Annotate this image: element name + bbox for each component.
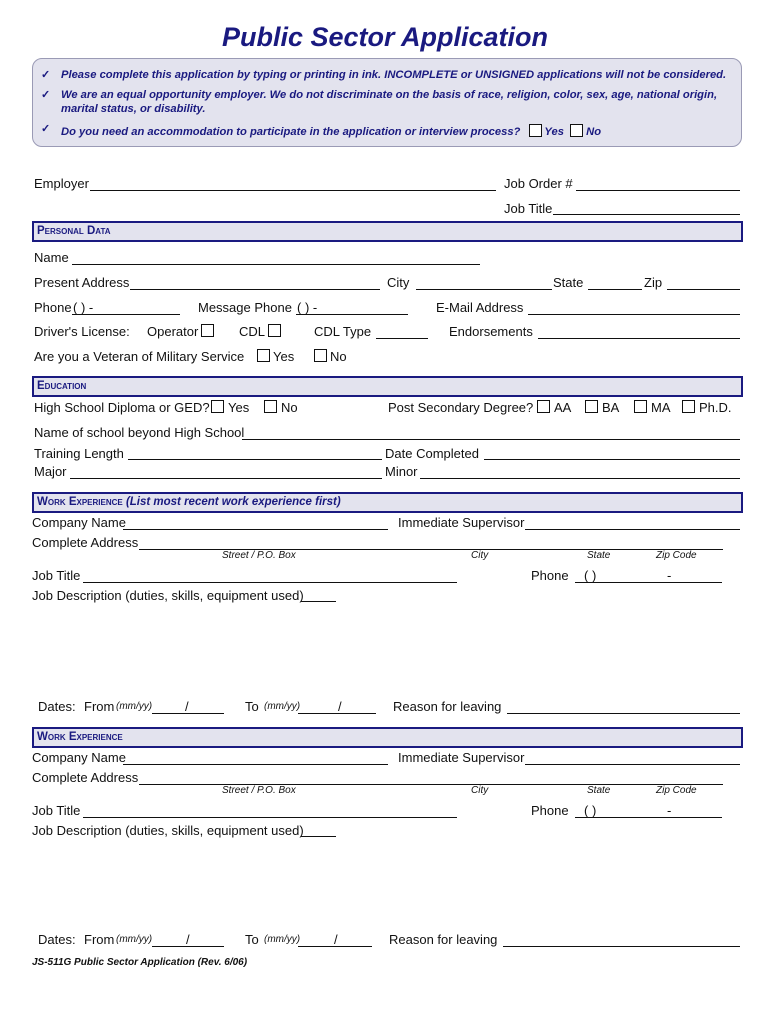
zip-hint: Zip Code xyxy=(656,785,697,796)
minor-label: Minor xyxy=(385,464,418,479)
zip-hint: Zip Code xyxy=(656,550,697,561)
operator-label: Operator xyxy=(147,324,199,339)
accommodation-yes-checkbox[interactable] xyxy=(529,124,542,137)
work-section-title: Work Experience xyxy=(37,496,123,508)
check-icon: ✓ xyxy=(41,89,51,101)
from-mmyy: (mm/yy) xyxy=(116,701,153,712)
hs-diploma-label: High School Diploma or GED? xyxy=(34,400,210,415)
to-slash: / xyxy=(334,932,338,947)
company-name-field[interactable] xyxy=(123,764,388,765)
company-name-label: Company Name xyxy=(32,515,126,530)
employer-field[interactable] xyxy=(90,190,496,191)
major-field[interactable] xyxy=(70,478,382,479)
veteran-no-checkbox[interactable] xyxy=(314,349,327,362)
from-slash: / xyxy=(185,699,189,714)
city-field[interactable] xyxy=(416,289,552,290)
complete-address-label: Complete Address xyxy=(32,770,139,785)
message-phone-label: Message Phone xyxy=(198,300,292,315)
dates-label: Dates: xyxy=(38,932,76,947)
name-label: Name xyxy=(34,250,69,265)
job-title-field[interactable] xyxy=(83,582,457,583)
phone-format: ( ) - xyxy=(73,300,94,315)
email-field[interactable] xyxy=(528,314,740,315)
reason-label: Reason for leaving xyxy=(389,932,498,947)
date-completed-label: Date Completed xyxy=(385,446,479,461)
from-label: From xyxy=(84,699,115,714)
to-mmyy: (mm/yy) xyxy=(264,701,301,712)
job-order-field[interactable] xyxy=(576,190,740,191)
to-mmyy: (mm/yy) xyxy=(264,934,301,945)
cdl-label: CDL xyxy=(239,324,266,339)
cdl-type-field[interactable] xyxy=(376,338,428,339)
employer-label: Employer xyxy=(34,176,89,191)
to-label: To xyxy=(245,932,259,947)
email-label: E-Mail Address xyxy=(436,300,524,315)
endorsements-label: Endorsements xyxy=(449,324,533,339)
state-hint: State xyxy=(587,785,611,796)
veteran-label: Are you a Veteran of Military Service xyxy=(34,349,245,364)
training-length-label: Training Length xyxy=(34,446,124,461)
job-description-label: Job Description (duties, skills, equipment used) xyxy=(32,823,304,838)
notice-text: We are an equal opportunity employer. We do not discriminate on the basis of race, religion, color, sex, age, national origin, marital status, or disability. xyxy=(61,89,718,115)
hs-yes-checkbox[interactable] xyxy=(211,400,224,413)
job-title-label: Job Title xyxy=(504,201,553,216)
phone-dash: - xyxy=(667,568,672,583)
supervisor-label: Immediate Supervisor xyxy=(398,750,525,765)
to-slash: / xyxy=(338,699,342,714)
job-title-label: Job Title xyxy=(32,568,81,583)
zip-label: Zip xyxy=(644,275,663,290)
notice-text: Do you need an accommodation to participate in the application or interview process? xyxy=(61,126,521,138)
to-date-field[interactable] xyxy=(298,713,376,714)
from-label: From xyxy=(84,932,115,947)
phone-dash: - xyxy=(667,803,672,818)
drivers-license-label: Driver's License: xyxy=(34,324,130,339)
phone-field[interactable] xyxy=(72,314,180,315)
post-secondary-label: Post Secondary Degree? xyxy=(388,400,534,415)
section-education: Education xyxy=(32,376,743,397)
accommodation-no-checkbox[interactable] xyxy=(570,124,583,137)
message-phone-format: ( ) - xyxy=(297,300,318,315)
training-length-field[interactable] xyxy=(128,459,382,460)
hs-no-checkbox[interactable] xyxy=(264,400,277,413)
veteran-yes-label: Yes xyxy=(273,349,295,364)
name-field[interactable] xyxy=(72,264,480,265)
message-phone-field[interactable] xyxy=(296,314,408,315)
date-completed-field[interactable] xyxy=(484,459,740,460)
notice-box xyxy=(32,58,742,147)
section-work-experience-1 xyxy=(32,492,743,513)
school-beyond-field[interactable] xyxy=(242,439,740,440)
degree-ma-checkbox[interactable] xyxy=(634,400,647,413)
phone-label: Phone xyxy=(34,300,72,315)
cdl-type-label: CDL Type xyxy=(314,324,372,339)
veteran-no-label: No xyxy=(330,349,347,364)
phone-field[interactable] xyxy=(575,817,722,818)
reason-field[interactable] xyxy=(507,713,740,714)
present-address-field[interactable] xyxy=(130,289,380,290)
hs-yes-label: Yes xyxy=(228,400,250,415)
check-icon: ✓ xyxy=(41,69,51,81)
company-name-label: Company Name xyxy=(32,750,126,765)
accommodation-no-label: No xyxy=(586,126,602,138)
job-order-label: Job Order # xyxy=(504,176,573,191)
reason-field[interactable] xyxy=(503,946,740,947)
form-footer: JS-511G Public Sector Application (Rev. 6/06) xyxy=(32,957,248,968)
complete-address-label: Complete Address xyxy=(32,535,139,550)
reason-label: Reason for leaving xyxy=(393,699,502,714)
degree-aa-checkbox[interactable] xyxy=(537,400,550,413)
notice-text: Please complete this application by typing or printing in ink. INCOMPLETE or UNSIGNED applications will not be considered. xyxy=(61,69,727,81)
degree-phd-checkbox[interactable] xyxy=(682,400,695,413)
accommodation-yes-label: Yes xyxy=(544,126,564,138)
job-description-label: Job Description (duties, skills, equipment used) xyxy=(32,588,304,603)
supervisor-field[interactable] xyxy=(525,529,740,530)
work-section-note: (List most recent work experience first) xyxy=(125,496,341,508)
cdl-checkbox[interactable] xyxy=(268,324,281,337)
zip-field[interactable] xyxy=(667,289,740,290)
degree-ba-label: BA xyxy=(602,400,620,415)
city-label: City xyxy=(387,275,410,290)
job-description-field[interactable] xyxy=(301,601,336,602)
state-field[interactable] xyxy=(588,289,642,290)
section-work-experience-2: Work Experience xyxy=(32,727,743,748)
city-hint: City xyxy=(471,785,489,796)
street-hint: Street / P.O. Box xyxy=(222,785,296,796)
from-mmyy: (mm/yy) xyxy=(116,934,153,945)
operator-checkbox[interactable] xyxy=(201,324,214,337)
phone-format: ( ) xyxy=(584,803,597,818)
phone-label: Phone xyxy=(531,803,569,818)
street-hint: Street / P.O. Box xyxy=(222,550,296,561)
present-address-label: Present Address xyxy=(34,275,130,290)
phone-field[interactable] xyxy=(575,582,722,583)
degree-ma-label: MA xyxy=(651,400,671,415)
page-title: Public Sector Application xyxy=(221,22,549,52)
dates-label: Dates: xyxy=(38,699,76,714)
phone-label: Phone xyxy=(531,568,569,583)
job-title-field[interactable] xyxy=(83,817,457,818)
state-hint: State xyxy=(587,550,611,561)
state-label: State xyxy=(553,275,584,290)
from-slash: / xyxy=(186,932,190,947)
supervisor-label: Immediate Supervisor xyxy=(398,515,525,530)
degree-phd-label: Ph.D. xyxy=(699,400,732,415)
job-description-field[interactable] xyxy=(301,836,336,837)
company-name-field[interactable] xyxy=(123,529,388,530)
school-beyond-label: Name of school beyond High School xyxy=(34,425,245,440)
degree-ba-checkbox[interactable] xyxy=(585,400,598,413)
supervisor-field[interactable] xyxy=(525,764,740,765)
section-personal-data: Personal Data xyxy=(32,221,743,242)
veteran-yes-checkbox[interactable] xyxy=(257,349,270,362)
city-hint: City xyxy=(471,550,489,561)
major-label: Major xyxy=(34,464,67,479)
phone-format: ( ) xyxy=(584,568,597,583)
hs-no-label: No xyxy=(281,400,298,415)
job-title-field[interactable] xyxy=(553,214,740,215)
minor-field[interactable] xyxy=(420,478,740,479)
job-title-label: Job Title xyxy=(32,803,81,818)
endorsements-field[interactable] xyxy=(538,338,740,339)
check-icon: ✓ xyxy=(41,123,51,135)
to-label: To xyxy=(245,699,259,714)
degree-aa-label: AA xyxy=(554,400,572,415)
